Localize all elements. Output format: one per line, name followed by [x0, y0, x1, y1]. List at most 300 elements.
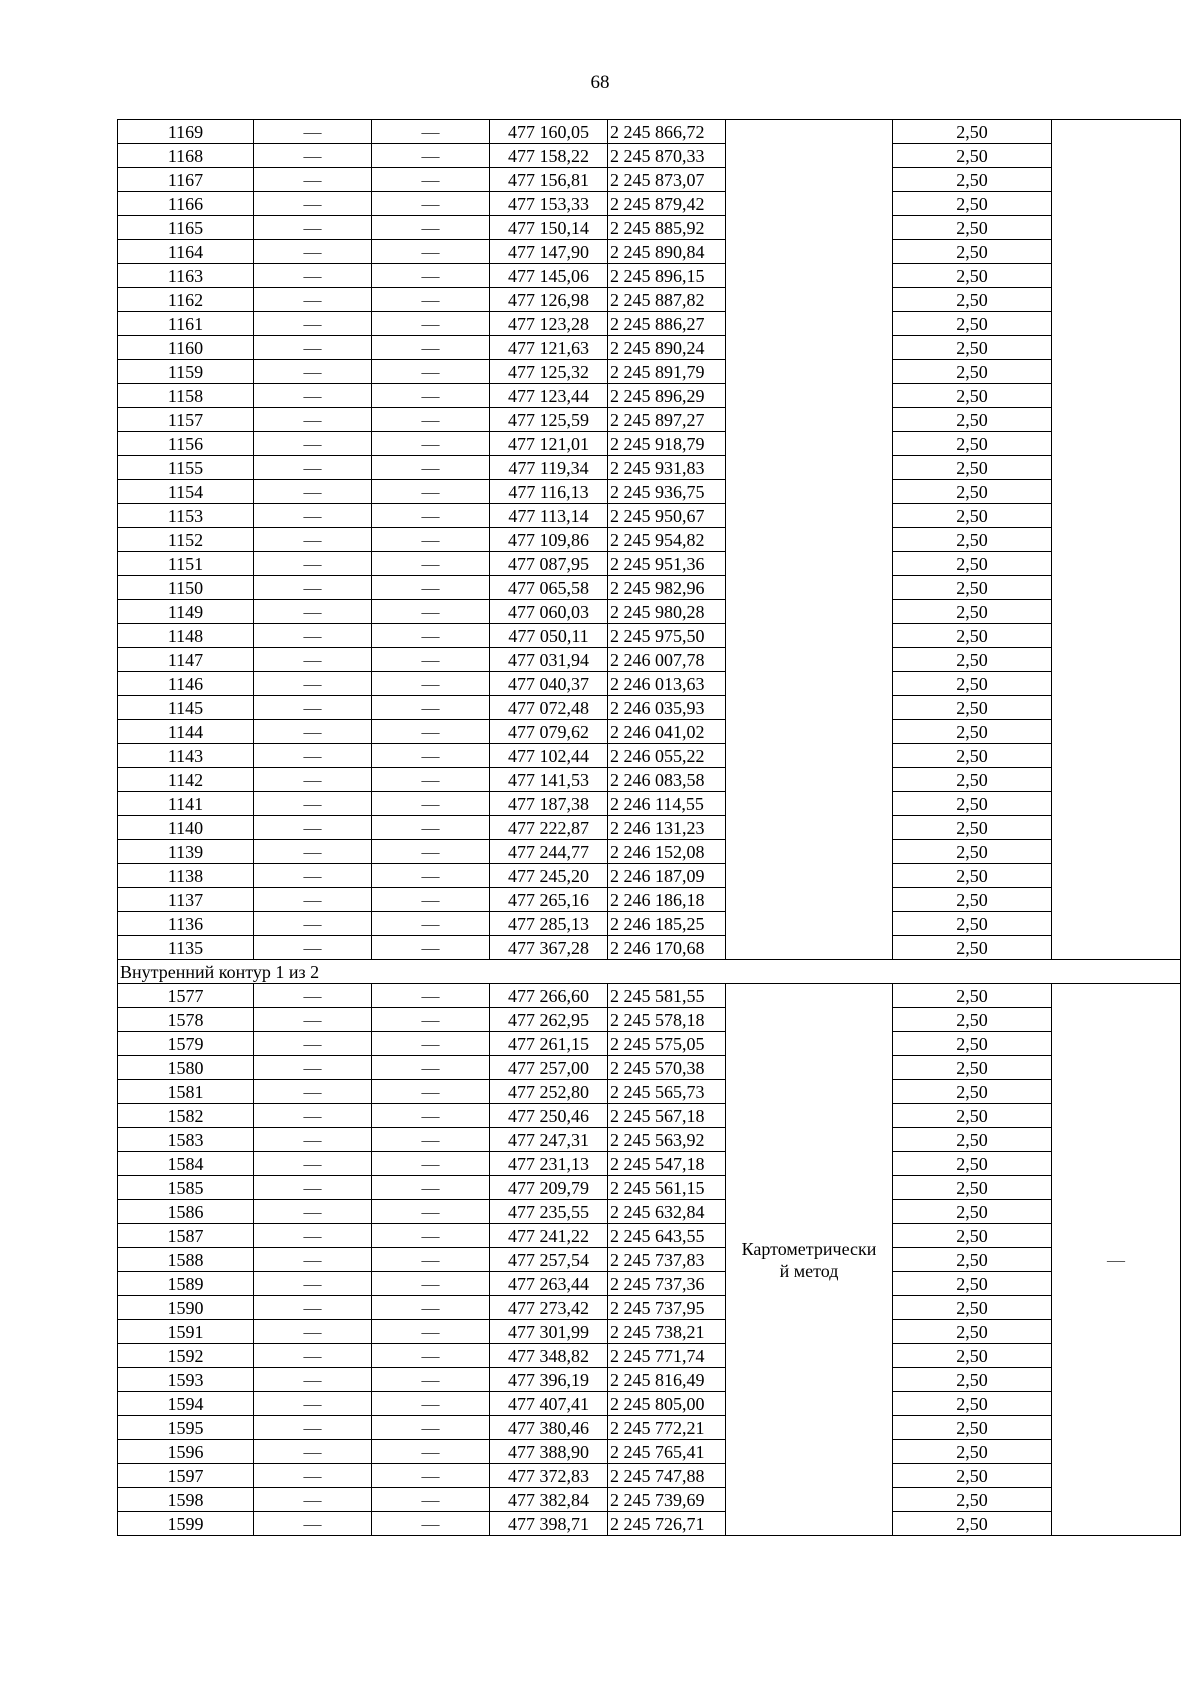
coord-y: 2 246 041,02 — [608, 720, 726, 744]
point-number: 1169 — [118, 120, 254, 144]
point-number: 1583 — [118, 1128, 254, 1152]
dash-cell: — — [372, 552, 490, 576]
accuracy-value: 2,50 — [893, 336, 1052, 360]
dash-cell: — — [372, 240, 490, 264]
dash-cell: — — [372, 696, 490, 720]
dash-cell: — — [254, 336, 372, 360]
dash-cell: — — [254, 312, 372, 336]
coord-y: 2 245 578,18 — [608, 1008, 726, 1032]
coord-x: 477 121,01 — [490, 432, 608, 456]
dash-cell: — — [372, 1392, 490, 1416]
coord-x: 477 040,37 — [490, 672, 608, 696]
table-row — [118, 720, 1181, 744]
dash-cell: — — [254, 1440, 372, 1464]
dash-cell: — — [254, 1296, 372, 1320]
dash-cell: — — [254, 552, 372, 576]
table-row — [118, 816, 1181, 840]
dash-cell: — — [372, 1272, 490, 1296]
point-number: 1582 — [118, 1104, 254, 1128]
coord-x: 477 125,59 — [490, 408, 608, 432]
coord-x: 477 123,44 — [490, 384, 608, 408]
dash-cell: — — [254, 1272, 372, 1296]
coord-x: 477 348,82 — [490, 1344, 608, 1368]
coord-y: 2 245 565,73 — [608, 1080, 726, 1104]
accuracy-value: 2,50 — [893, 1488, 1052, 1512]
table-row — [118, 1416, 1181, 1440]
table-row — [118, 216, 1181, 240]
table-row — [118, 120, 1181, 144]
dash-cell: — — [372, 984, 490, 1008]
coord-x: 477 119,34 — [490, 456, 608, 480]
coord-x: 477 285,13 — [490, 912, 608, 936]
dash-cell: — — [372, 504, 490, 528]
point-number: 1578 — [118, 1008, 254, 1032]
accuracy-value: 2,50 — [893, 1248, 1052, 1272]
point-number: 1143 — [118, 744, 254, 768]
accuracy-value: 2,50 — [893, 792, 1052, 816]
dash-cell: — — [254, 264, 372, 288]
point-number: 1581 — [118, 1080, 254, 1104]
accuracy-value: 2,50 — [893, 1320, 1052, 1344]
coord-x: 477 396,19 — [490, 1368, 608, 1392]
coord-x: 477 266,60 — [490, 984, 608, 1008]
dash-cell: — — [254, 1080, 372, 1104]
dash-cell: — — [372, 864, 490, 888]
dash-cell: — — [372, 936, 490, 960]
point-number: 1593 — [118, 1368, 254, 1392]
dash-cell: — — [254, 1200, 372, 1224]
point-number: 1597 — [118, 1464, 254, 1488]
point-number: 1580 — [118, 1056, 254, 1080]
coord-x: 477 141,53 — [490, 768, 608, 792]
dash-cell: — — [254, 1392, 372, 1416]
table-row — [118, 312, 1181, 336]
coord-x: 477 382,84 — [490, 1488, 608, 1512]
dash-cell: — — [372, 432, 490, 456]
dash-cell: — — [372, 888, 490, 912]
table-row — [118, 1320, 1181, 1344]
dash-cell: — — [372, 264, 490, 288]
method-label-line1: Картометрически — [741, 1238, 877, 1259]
coord-x: 477 123,28 — [490, 312, 608, 336]
dash-cell: — — [254, 624, 372, 648]
coord-x: 477 156,81 — [490, 168, 608, 192]
dash-cell: — — [254, 216, 372, 240]
coord-x: 477 244,77 — [490, 840, 608, 864]
table-row — [118, 624, 1181, 648]
coord-x: 477 301,99 — [490, 1320, 608, 1344]
point-number: 1588 — [118, 1248, 254, 1272]
dash-cell: — — [254, 768, 372, 792]
table-row — [118, 336, 1181, 360]
table-row — [118, 408, 1181, 432]
coord-x: 477 160,05 — [490, 120, 608, 144]
note-cell-empty — [1052, 120, 1181, 960]
point-number: 1156 — [118, 432, 254, 456]
table-row — [118, 1512, 1181, 1536]
point-number: 1155 — [118, 456, 254, 480]
accuracy-value: 2,50 — [893, 888, 1052, 912]
coord-y: 2 245 771,74 — [608, 1344, 726, 1368]
dash-cell: — — [372, 1296, 490, 1320]
dash-cell: — — [254, 1128, 372, 1152]
coord-y: 2 246 013,63 — [608, 672, 726, 696]
table-row — [118, 528, 1181, 552]
coord-y: 2 245 765,41 — [608, 1440, 726, 1464]
table-row — [118, 1440, 1181, 1464]
coord-x: 477 367,28 — [490, 936, 608, 960]
coord-y: 2 246 186,18 — [608, 888, 726, 912]
point-number: 1594 — [118, 1392, 254, 1416]
dash-cell: — — [372, 792, 490, 816]
table-row — [118, 864, 1181, 888]
point-number: 1147 — [118, 648, 254, 672]
table-row — [118, 1104, 1181, 1128]
coord-x: 477 121,63 — [490, 336, 608, 360]
table-row — [118, 1392, 1181, 1416]
dash-cell: — — [254, 1488, 372, 1512]
dash-cell: — — [372, 1368, 490, 1392]
coord-y: 2 246 131,23 — [608, 816, 726, 840]
accuracy-value: 2,50 — [893, 1080, 1052, 1104]
accuracy-value: 2,50 — [893, 408, 1052, 432]
dash-cell: — — [254, 1056, 372, 1080]
table-row — [118, 696, 1181, 720]
table-row — [118, 1488, 1181, 1512]
coord-x: 477 031,94 — [490, 648, 608, 672]
coord-x: 477 262,95 — [490, 1008, 608, 1032]
accuracy-value: 2,50 — [893, 672, 1052, 696]
point-number: 1595 — [118, 1416, 254, 1440]
dash-cell: — — [372, 1248, 490, 1272]
table-row — [118, 1080, 1181, 1104]
table-row — [118, 504, 1181, 528]
accuracy-value: 2,50 — [893, 240, 1052, 264]
dash-cell: — — [372, 1224, 490, 1248]
dash-cell: — — [372, 192, 490, 216]
accuracy-value: 2,50 — [893, 1224, 1052, 1248]
coord-y: 2 245 950,67 — [608, 504, 726, 528]
dash-cell: — — [254, 840, 372, 864]
dash-cell: — — [254, 984, 372, 1008]
table-row — [118, 936, 1181, 960]
coord-y: 2 246 185,25 — [608, 912, 726, 936]
point-number: 1163 — [118, 264, 254, 288]
coord-x: 477 050,11 — [490, 624, 608, 648]
accuracy-value: 2,50 — [893, 1104, 1052, 1128]
point-number: 1164 — [118, 240, 254, 264]
dash-cell: — — [254, 792, 372, 816]
point-number: 1579 — [118, 1032, 254, 1056]
point-number: 1136 — [118, 912, 254, 936]
table-row — [118, 1176, 1181, 1200]
accuracy-value: 2,50 — [893, 768, 1052, 792]
point-number: 1157 — [118, 408, 254, 432]
accuracy-value: 2,50 — [893, 840, 1052, 864]
coord-x: 477 222,87 — [490, 816, 608, 840]
coord-y: 2 245 887,82 — [608, 288, 726, 312]
accuracy-value: 2,50 — [893, 1368, 1052, 1392]
accuracy-value: 2,50 — [893, 1152, 1052, 1176]
dash-cell: — — [254, 480, 372, 504]
point-number: 1599 — [118, 1512, 254, 1536]
accuracy-value: 2,50 — [893, 264, 1052, 288]
dash-cell: — — [372, 1464, 490, 1488]
coord-x: 477 079,62 — [490, 720, 608, 744]
coord-x: 477 407,41 — [490, 1392, 608, 1416]
dash-cell: — — [372, 1080, 490, 1104]
dash-cell: — — [372, 1128, 490, 1152]
accuracy-value: 2,50 — [893, 936, 1052, 960]
coord-y: 2 245 738,21 — [608, 1320, 726, 1344]
accuracy-value: 2,50 — [893, 432, 1052, 456]
accuracy-value: 2,50 — [893, 144, 1052, 168]
point-number: 1592 — [118, 1344, 254, 1368]
table-row — [118, 792, 1181, 816]
accuracy-value: 2,50 — [893, 384, 1052, 408]
coord-y: 2 245 866,72 — [608, 120, 726, 144]
coord-y: 2 245 563,92 — [608, 1128, 726, 1152]
coord-y: 2 245 879,42 — [608, 192, 726, 216]
point-number: 1165 — [118, 216, 254, 240]
dash-cell: — — [372, 1440, 490, 1464]
coord-x: 477 126,98 — [490, 288, 608, 312]
accuracy-value: 2,50 — [893, 1032, 1052, 1056]
coord-x: 477 158,22 — [490, 144, 608, 168]
dash-cell: — — [254, 576, 372, 600]
point-number: 1158 — [118, 384, 254, 408]
table-row — [118, 600, 1181, 624]
coord-x: 477 245,20 — [490, 864, 608, 888]
point-number: 1141 — [118, 792, 254, 816]
dash-cell: — — [372, 1488, 490, 1512]
coord-x: 477 257,00 — [490, 1056, 608, 1080]
accuracy-value: 2,50 — [893, 600, 1052, 624]
accuracy-value: 2,50 — [893, 648, 1052, 672]
coord-y: 2 245 816,49 — [608, 1368, 726, 1392]
table-row — [118, 840, 1181, 864]
point-number: 1145 — [118, 696, 254, 720]
point-number: 1587 — [118, 1224, 254, 1248]
dash-cell: — — [254, 192, 372, 216]
coord-x: 477 380,46 — [490, 1416, 608, 1440]
coord-y: 2 245 931,83 — [608, 456, 726, 480]
coord-y: 2 245 885,92 — [608, 216, 726, 240]
dash-cell: — — [372, 288, 490, 312]
table-row — [118, 648, 1181, 672]
coord-x: 477 102,44 — [490, 744, 608, 768]
accuracy-value: 2,50 — [893, 1392, 1052, 1416]
point-number: 1142 — [118, 768, 254, 792]
coord-x: 477 147,90 — [490, 240, 608, 264]
coord-y: 2 245 739,69 — [608, 1488, 726, 1512]
table-row — [118, 1152, 1181, 1176]
dash-cell: — — [254, 1320, 372, 1344]
coord-x: 477 372,83 — [490, 1464, 608, 1488]
coord-x: 477 065,58 — [490, 576, 608, 600]
coord-x: 477 150,14 — [490, 216, 608, 240]
accuracy-value: 2,50 — [893, 552, 1052, 576]
dash-cell: — — [372, 1176, 490, 1200]
table-row — [118, 192, 1181, 216]
accuracy-value: 2,50 — [893, 1056, 1052, 1080]
coord-x: 477 252,80 — [490, 1080, 608, 1104]
accuracy-value: 2,50 — [893, 696, 1052, 720]
point-number: 1161 — [118, 312, 254, 336]
dash-cell: — — [254, 720, 372, 744]
dash-cell: — — [372, 720, 490, 744]
dash-cell: — — [372, 840, 490, 864]
coord-y: 2 245 547,18 — [608, 1152, 726, 1176]
table-row — [118, 1224, 1181, 1248]
coord-y: 2 246 152,08 — [608, 840, 726, 864]
dash-cell: — — [372, 312, 490, 336]
dash-cell: — — [372, 576, 490, 600]
point-number: 1144 — [118, 720, 254, 744]
coord-x: 477 109,86 — [490, 528, 608, 552]
accuracy-value: 2,50 — [893, 1344, 1052, 1368]
coord-y: 2 245 954,82 — [608, 528, 726, 552]
accuracy-value: 2,50 — [893, 504, 1052, 528]
coord-y: 2 245 772,21 — [608, 1416, 726, 1440]
point-number: 1584 — [118, 1152, 254, 1176]
dash-cell: — — [254, 672, 372, 696]
dash-cell: — — [254, 648, 372, 672]
dash-cell: — — [254, 1416, 372, 1440]
dash-cell: — — [372, 624, 490, 648]
table-row — [118, 1032, 1181, 1056]
table-row — [118, 264, 1181, 288]
coord-x: 477 116,13 — [490, 480, 608, 504]
dash-cell: — — [372, 1032, 490, 1056]
dash-cell: — — [372, 1104, 490, 1128]
dash-cell: — — [254, 912, 372, 936]
method-label-line2: й метод — [779, 1260, 839, 1281]
dash-cell: — — [254, 360, 372, 384]
point-number: 1154 — [118, 480, 254, 504]
table-row — [118, 1248, 1181, 1272]
accuracy-value: 2,50 — [893, 1008, 1052, 1032]
accuracy-value: 2,50 — [893, 288, 1052, 312]
dash-cell: — — [254, 1464, 372, 1488]
page-number: 68 — [590, 72, 610, 93]
coord-y: 2 245 890,24 — [608, 336, 726, 360]
dash-cell: — — [372, 168, 490, 192]
coord-y: 2 245 632,84 — [608, 1200, 726, 1224]
dash-cell: — — [254, 1344, 372, 1368]
coord-y: 2 245 561,15 — [608, 1176, 726, 1200]
dash-cell: — — [254, 816, 372, 840]
point-number: 1159 — [118, 360, 254, 384]
table-row — [118, 1056, 1181, 1080]
table-row — [118, 360, 1181, 384]
table-row — [118, 240, 1181, 264]
table-row — [118, 744, 1181, 768]
coord-x: 477 263,44 — [490, 1272, 608, 1296]
coord-y: 2 245 737,36 — [608, 1272, 726, 1296]
dash-cell: — — [372, 456, 490, 480]
dash-cell: — — [254, 888, 372, 912]
coord-y: 2 246 055,22 — [608, 744, 726, 768]
coord-y: 2 245 737,83 — [608, 1248, 726, 1272]
accuracy-value: 2,50 — [893, 1464, 1052, 1488]
accuracy-value: 2,50 — [893, 1200, 1052, 1224]
dash-cell: — — [372, 1512, 490, 1536]
coord-y: 2 246 170,68 — [608, 936, 726, 960]
coord-y: 2 245 805,00 — [608, 1392, 726, 1416]
dash-cell: — — [254, 1176, 372, 1200]
dash-cell: — — [372, 912, 490, 936]
accuracy-value: 2,50 — [893, 984, 1052, 1008]
dash-cell: — — [254, 384, 372, 408]
dash-cell: — — [254, 1368, 372, 1392]
dash-cell: — — [254, 168, 372, 192]
dash-cell: — — [372, 672, 490, 696]
table-row — [118, 768, 1181, 792]
point-number: 1139 — [118, 840, 254, 864]
dash-cell: — — [372, 1200, 490, 1224]
dash-cell: — — [254, 1248, 372, 1272]
dash-cell: — — [254, 1152, 372, 1176]
table-row — [118, 912, 1181, 936]
coord-x: 477 398,71 — [490, 1512, 608, 1536]
coord-y: 2 246 083,58 — [608, 768, 726, 792]
accuracy-value: 2,50 — [893, 456, 1052, 480]
coord-x: 477 087,95 — [490, 552, 608, 576]
coord-x: 477 145,06 — [490, 264, 608, 288]
accuracy-value: 2,50 — [893, 480, 1052, 504]
coord-x: 477 187,38 — [490, 792, 608, 816]
point-number: 1135 — [118, 936, 254, 960]
coord-y: 2 246 114,55 — [608, 792, 726, 816]
point-number: 1140 — [118, 816, 254, 840]
coord-y: 2 245 567,18 — [608, 1104, 726, 1128]
dash-cell: — — [372, 1416, 490, 1440]
coord-y: 2 245 747,88 — [608, 1464, 726, 1488]
method-cell — [726, 984, 893, 1536]
coord-y: 2 245 870,33 — [608, 144, 726, 168]
dash-cell: — — [254, 120, 372, 144]
dash-cell: — — [372, 408, 490, 432]
coord-x: 477 250,46 — [490, 1104, 608, 1128]
table-row — [118, 432, 1181, 456]
dash-cell: — — [372, 216, 490, 240]
table-row — [118, 1008, 1181, 1032]
table-row — [118, 384, 1181, 408]
dash-cell: — — [254, 1512, 372, 1536]
dash-cell: — — [372, 600, 490, 624]
dash-cell: — — [254, 408, 372, 432]
accuracy-value: 2,50 — [893, 1416, 1052, 1440]
point-number: 1168 — [118, 144, 254, 168]
coord-y: 2 245 873,07 — [608, 168, 726, 192]
dash-cell: — — [372, 360, 490, 384]
dash-cell: — — [254, 744, 372, 768]
accuracy-value: 2,50 — [893, 1176, 1052, 1200]
dash-cell: — — [254, 600, 372, 624]
coord-y: 2 245 737,95 — [608, 1296, 726, 1320]
dash-cell: — — [254, 144, 372, 168]
coord-x: 477 072,48 — [490, 696, 608, 720]
accuracy-value: 2,50 — [893, 720, 1052, 744]
coord-x: 477 247,31 — [490, 1128, 608, 1152]
point-number: 1590 — [118, 1296, 254, 1320]
point-number: 1596 — [118, 1440, 254, 1464]
point-number: 1586 — [118, 1200, 254, 1224]
table-row — [118, 1296, 1181, 1320]
accuracy-value: 2,50 — [893, 192, 1052, 216]
dash-cell: — — [372, 816, 490, 840]
